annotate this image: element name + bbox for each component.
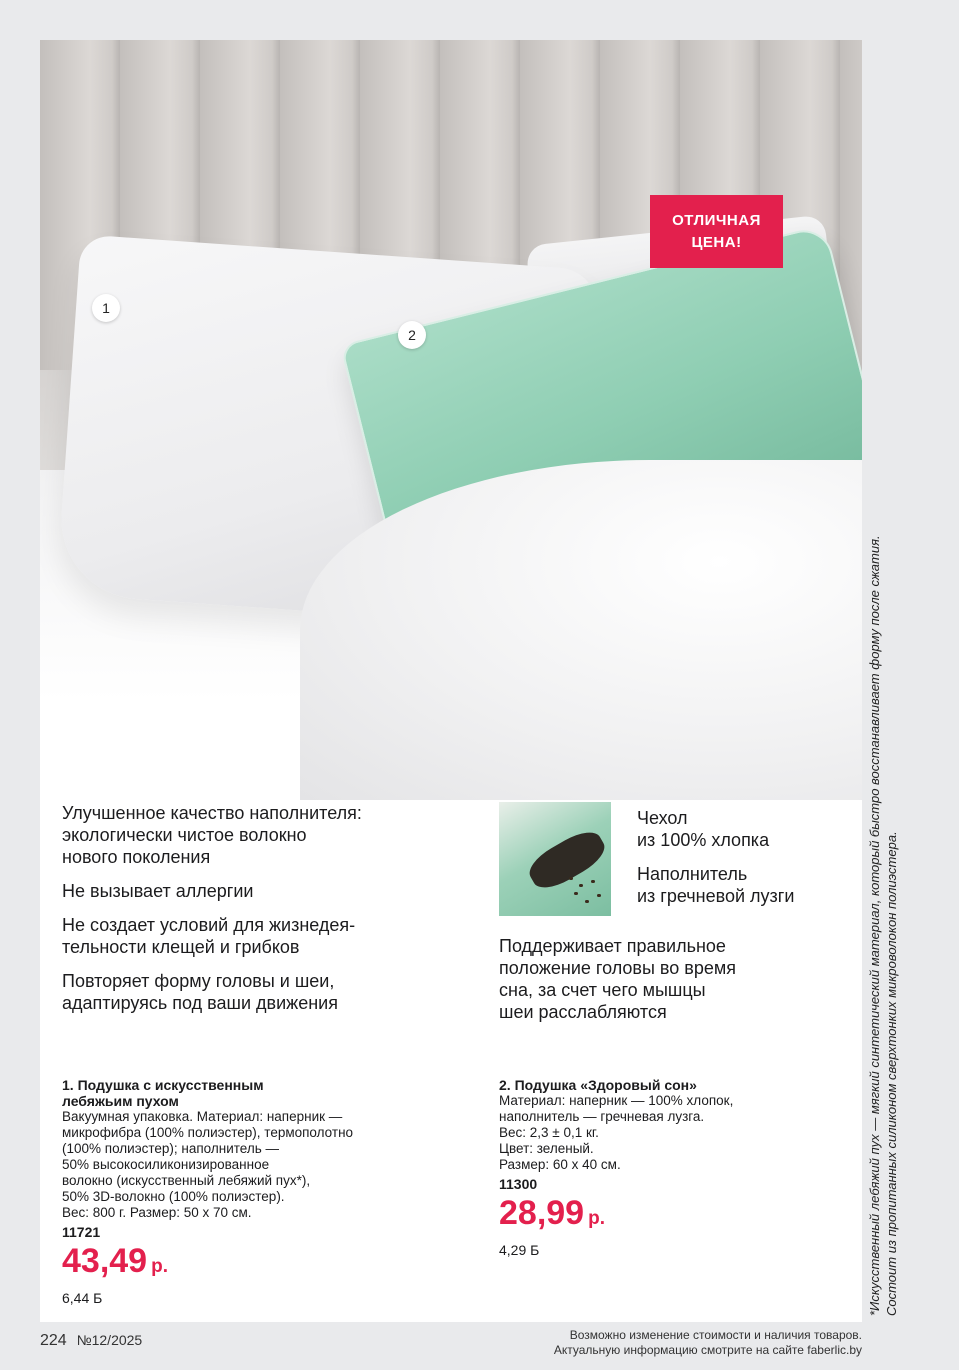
product-price bbox=[62, 1241, 462, 1287]
price-value: 28,99 bbox=[499, 1194, 585, 1232]
badge-line-2: ЦЕНА! bbox=[691, 233, 742, 251]
filling-opening bbox=[523, 824, 610, 895]
feature-item: Не создает условий для жизнедея- тельности клещей и грибков bbox=[62, 915, 356, 957]
feature-item: Улучшенное качество наполнителя: экологически чистое волокно нового поколения bbox=[62, 803, 362, 867]
product-code: 11721 bbox=[62, 1224, 101, 1240]
badge-line-1: ОТЛИЧНАЯ bbox=[672, 211, 761, 229]
product-1 bbox=[62, 1077, 462, 1307]
grain bbox=[579, 884, 583, 887]
product-code: 11300 bbox=[499, 1176, 538, 1192]
grain bbox=[574, 892, 578, 895]
product-description: Вакуумная упаковка. Материал: наперник — микрофибра (100% полиэстер), термополотно (100% полиэстер); наполнитель — 50% высокосиликонизированное волокно (искусственный лебяжий пух*), 50% 3D-волокно (100% полиэстер). Вес: 800 г. Размер: 50 х 70 см. bbox=[62, 1109, 354, 1220]
product-price bbox=[499, 1193, 819, 1239]
product-title: 1. Подушка с искусственным лебяжьим пухом bbox=[62, 1077, 264, 1109]
page-number bbox=[40, 1332, 142, 1350]
price-value: 43,49 bbox=[62, 1242, 148, 1280]
feature-item: Повторяет форму головы и шеи, адаптируясь под ваши движения bbox=[62, 971, 338, 1013]
product-2 bbox=[499, 1077, 819, 1259]
product-title: 2. Подушка «Здоровый сон» bbox=[499, 1077, 697, 1093]
grain bbox=[597, 894, 601, 897]
buckwheat-filling-thumbnail bbox=[499, 802, 611, 916]
side-feature-item: Наполнитель из гречневой лузги bbox=[637, 864, 795, 906]
side-features bbox=[637, 807, 857, 919]
page-num: 224 bbox=[40, 1332, 67, 1349]
great-price-badge bbox=[650, 195, 783, 268]
grain bbox=[585, 900, 589, 903]
product-photo bbox=[40, 40, 862, 800]
grain bbox=[569, 877, 573, 880]
marker-2[interactable]: 2 bbox=[398, 321, 426, 349]
price-currency: р. bbox=[151, 1256, 168, 1277]
support-text: Поддерживает правильное положение головы во время сна, за счет чего мышцы шеи расслабляются bbox=[499, 936, 737, 1022]
features-list bbox=[62, 802, 482, 1026]
catalog-page bbox=[40, 40, 862, 1322]
feature-item: Не вызывает аллергии bbox=[62, 881, 254, 901]
product-description: Материал: наперник — 100% хлопок, наполнитель — гречневая лузга. Вес: 2,3 ± 0,1 кг. Цвет: зеленый. Размер: 60 х 40 см. bbox=[499, 1093, 734, 1172]
grain bbox=[591, 880, 595, 883]
footnote-vertical: *Искусственный лебяжий пух — мягкий синтетический материал, который быстро восстанавливает форму после сжатия. Состоит из пропитанных силиконом сверхтонких микроволокон полиэстера. bbox=[867, 535, 899, 1316]
product-points: 4,29 Б bbox=[499, 1242, 540, 1258]
side-feature-item: Чехол из 100% хлопка bbox=[637, 808, 770, 850]
issue-number: №12/2025 bbox=[76, 1332, 143, 1348]
marker-1[interactable]: 1 bbox=[92, 294, 120, 322]
price-currency: р. bbox=[588, 1208, 605, 1229]
footer-notice: Возможно изменение стоимости и наличия товаров. Актуальную информацию смотрите на сайте faberlic.by bbox=[553, 1328, 862, 1357]
product-points: 6,44 Б bbox=[62, 1290, 103, 1306]
